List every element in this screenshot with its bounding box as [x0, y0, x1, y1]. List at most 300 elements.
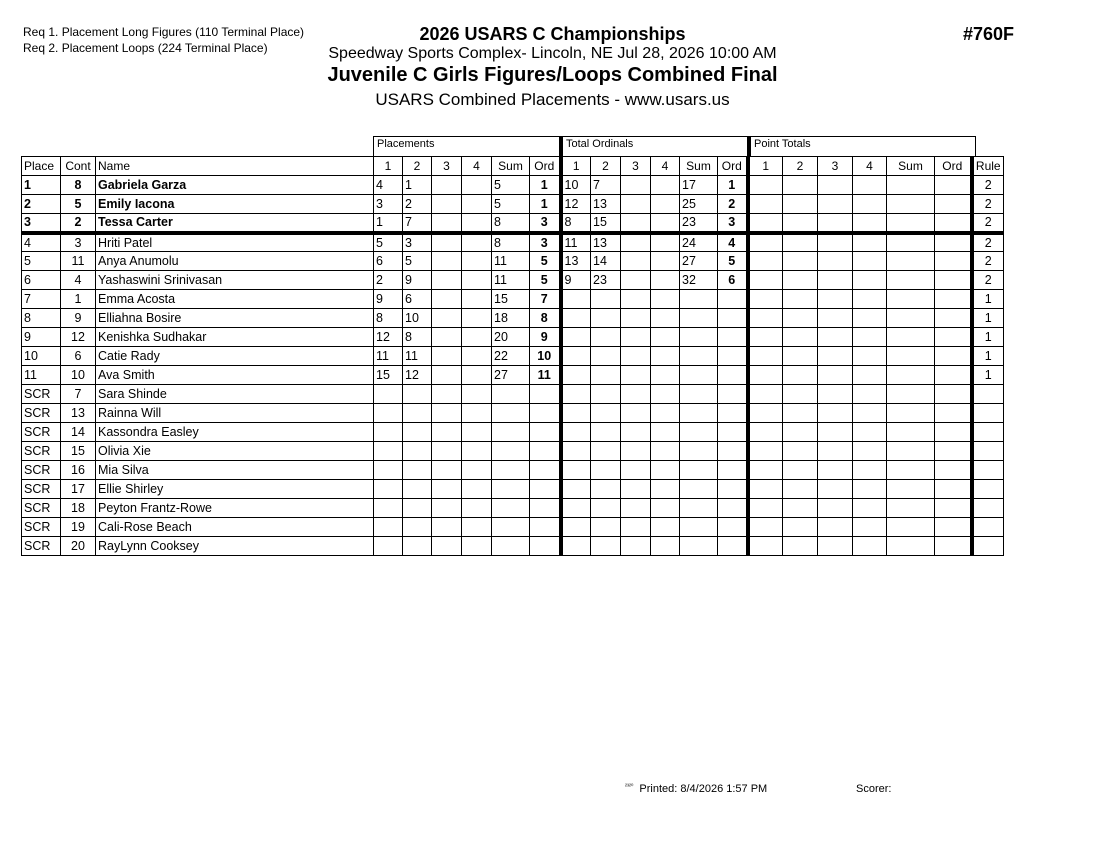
rule-cell: 2: [972, 214, 1004, 233]
place-cell: 11: [22, 366, 61, 385]
point-total-cell: [748, 385, 783, 404]
placement-cell: [432, 499, 462, 518]
table-row: [22, 461, 1004, 480]
skater-name-cell: Mia Silva: [96, 461, 374, 480]
point-total-cell: [783, 385, 818, 404]
total-ordinal-ord-cell: [718, 309, 748, 328]
place-cell: SCR: [22, 442, 61, 461]
skater-name-cell: Sara Shinde: [96, 385, 374, 404]
place-cell: SCR: [22, 423, 61, 442]
venue-date: Speedway Sports Complex- Lincoln, NE Jul 28, 2026 10:00 AM: [328, 45, 777, 62]
point-total-cell: [818, 214, 853, 233]
place-cell: SCR: [22, 518, 61, 537]
placement-cell: 1: [403, 176, 432, 195]
point-total-cell: [818, 423, 853, 442]
point-total-cell: [748, 252, 783, 271]
total-ordinal-cell: [561, 385, 591, 404]
placement-ordinal-cell: [530, 537, 561, 556]
point-total-cell: [783, 233, 818, 252]
contestant-number-cell: 17: [61, 480, 96, 499]
point-total-cell: [783, 214, 818, 233]
point-total-cell: [853, 328, 887, 347]
point-total-cell: [783, 480, 818, 499]
total-ordinal-sum-cell: 32: [680, 271, 718, 290]
contestant-number-cell: 8: [61, 176, 96, 195]
placement-cell: [462, 423, 492, 442]
contestant-number-cell: 10: [61, 366, 96, 385]
total-ordinal-cell: [561, 290, 591, 309]
total-ordinal-cell: [651, 290, 680, 309]
total-ordinal-cell: [651, 195, 680, 214]
table-row: [22, 214, 1004, 233]
placement-cell: [462, 537, 492, 556]
placement-cell: [432, 309, 462, 328]
placement-cell: [374, 480, 403, 499]
point-total-sum-cell: [887, 252, 935, 271]
point-total-cell: [853, 252, 887, 271]
total-ordinal-ord-cell: [718, 385, 748, 404]
column-header: 1: [748, 157, 783, 176]
point-total-cell: [853, 366, 887, 385]
total-ordinal-sum-cell: [680, 537, 718, 556]
total-ordinal-cell: 13: [591, 233, 621, 252]
table-row: [22, 176, 1004, 195]
point-total-ord-cell: [935, 499, 972, 518]
total-ordinal-cell: [561, 347, 591, 366]
placement-sum-cell: [492, 423, 530, 442]
point-total-cell: [748, 404, 783, 423]
total-ordinal-ord-cell: [718, 347, 748, 366]
point-total-sum-cell: [887, 214, 935, 233]
point-total-cell: [853, 214, 887, 233]
table-row: [22, 366, 1004, 385]
total-ordinal-cell: [651, 214, 680, 233]
placement-ordinal-cell: 11: [530, 366, 561, 385]
point-total-sum-cell: [887, 271, 935, 290]
results-table: [21, 156, 1004, 556]
placement-sum-cell: [492, 499, 530, 518]
total-ordinal-cell: [621, 214, 651, 233]
table-row: [22, 518, 1004, 537]
point-total-sum-cell: [887, 499, 935, 518]
placement-ordinal-cell: [530, 404, 561, 423]
total-ordinal-cell: [561, 366, 591, 385]
placement-cell: 11: [403, 347, 432, 366]
total-ordinal-cell: [561, 461, 591, 480]
rule-cell: [972, 461, 1004, 480]
point-total-cell: [818, 366, 853, 385]
group-total-ordinals: Total Ordinals: [559, 136, 750, 156]
contestant-number-cell: 7: [61, 385, 96, 404]
point-total-cell: [748, 290, 783, 309]
column-header: Ord: [935, 157, 972, 176]
place-cell: 1: [22, 176, 61, 195]
table-row: [22, 385, 1004, 404]
placement-cell: [462, 442, 492, 461]
placement-cell: [432, 480, 462, 499]
column-header: Ord: [530, 157, 561, 176]
total-ordinal-cell: [561, 537, 591, 556]
total-ordinal-sum-cell: [680, 461, 718, 480]
total-ordinal-cell: [561, 423, 591, 442]
column-header: Sum: [887, 157, 935, 176]
placement-sum-cell: 11: [492, 271, 530, 290]
point-total-cell: [853, 347, 887, 366]
total-ordinal-cell: [621, 480, 651, 499]
total-ordinal-cell: [621, 309, 651, 328]
total-ordinal-cell: [621, 537, 651, 556]
placement-ordinal-cell: [530, 499, 561, 518]
placement-cell: [462, 499, 492, 518]
placement-cell: [462, 480, 492, 499]
total-ordinal-cell: [591, 499, 621, 518]
point-total-sum-cell: [887, 480, 935, 499]
point-total-ord-cell: [935, 537, 972, 556]
table-row: [22, 537, 1004, 556]
column-header: 3: [621, 157, 651, 176]
total-ordinal-ord-cell: [718, 366, 748, 385]
total-ordinal-cell: 8: [561, 214, 591, 233]
point-total-cell: [783, 347, 818, 366]
column-header: 3: [818, 157, 853, 176]
placement-cell: [403, 442, 432, 461]
total-ordinal-sum-cell: 23: [680, 214, 718, 233]
placement-sum-cell: [492, 442, 530, 461]
point-total-cell: [818, 233, 853, 252]
place-cell: 10: [22, 347, 61, 366]
point-total-cell: [748, 233, 783, 252]
total-ordinal-sum-cell: [680, 347, 718, 366]
rule-cell: 1: [972, 290, 1004, 309]
table-row: [22, 271, 1004, 290]
rule-cell: [972, 385, 1004, 404]
placement-cell: [432, 518, 462, 537]
placement-cell: 15: [374, 366, 403, 385]
scorer-label: Scorer:: [856, 783, 892, 795]
total-ordinal-sum-cell: [680, 480, 718, 499]
skater-name-cell: Cali-Rose Beach: [96, 518, 374, 537]
point-total-sum-cell: [887, 423, 935, 442]
total-ordinal-ord-cell: 2: [718, 195, 748, 214]
contestant-number-cell: 4: [61, 271, 96, 290]
point-total-cell: [853, 195, 887, 214]
placement-cell: [462, 347, 492, 366]
contestant-number-cell: 15: [61, 442, 96, 461]
column-header: 2: [403, 157, 432, 176]
total-ordinal-cell: [621, 518, 651, 537]
placement-sum-cell: [492, 404, 530, 423]
total-ordinal-ord-cell: [718, 499, 748, 518]
placement-cell: 6: [374, 252, 403, 271]
point-total-cell: [853, 176, 887, 195]
total-ordinal-cell: 9: [561, 271, 591, 290]
point-total-ord-cell: [935, 290, 972, 309]
total-ordinal-cell: [591, 461, 621, 480]
placement-cell: [462, 195, 492, 214]
table-row: [22, 347, 1004, 366]
point-total-cell: [748, 195, 783, 214]
table-row: [22, 195, 1004, 214]
point-total-cell: [818, 309, 853, 328]
point-total-sum-cell: [887, 176, 935, 195]
placement-sum-cell: 8: [492, 214, 530, 233]
total-ordinal-ord-cell: 5: [718, 252, 748, 271]
placement-cell: [432, 271, 462, 290]
point-total-cell: [853, 480, 887, 499]
total-ordinal-cell: [651, 309, 680, 328]
point-total-cell: [748, 214, 783, 233]
point-total-cell: [818, 537, 853, 556]
placement-cell: [432, 461, 462, 480]
placement-cell: [374, 385, 403, 404]
rule-cell: 1: [972, 347, 1004, 366]
placement-cell: 9: [374, 290, 403, 309]
report-code: ²³²⁰: [625, 784, 634, 790]
total-ordinal-sum-cell: [680, 518, 718, 537]
placement-cell: [462, 366, 492, 385]
point-total-ord-cell: [935, 347, 972, 366]
total-ordinal-sum-cell: [680, 309, 718, 328]
placement-sum-cell: 8: [492, 233, 530, 252]
place-cell: 8: [22, 309, 61, 328]
contestant-number-cell: 9: [61, 309, 96, 328]
placement-ordinal-cell: [530, 442, 561, 461]
total-ordinal-cell: [591, 404, 621, 423]
place-cell: SCR: [22, 461, 61, 480]
placement-cell: [403, 385, 432, 404]
total-ordinal-cell: [591, 480, 621, 499]
total-ordinal-cell: [621, 195, 651, 214]
point-total-ord-cell: [935, 328, 972, 347]
rule-cell: 2: [972, 195, 1004, 214]
total-ordinal-cell: [651, 423, 680, 442]
point-total-ord-cell: [935, 309, 972, 328]
point-total-cell: [783, 290, 818, 309]
total-ordinal-cell: [651, 328, 680, 347]
placement-ordinal-cell: 1: [530, 195, 561, 214]
point-total-cell: [783, 271, 818, 290]
point-total-sum-cell: [887, 195, 935, 214]
printed-timestamp: Printed: 8/4/2026 1:57 PM: [639, 783, 768, 795]
point-total-cell: [853, 461, 887, 480]
placement-cell: [432, 195, 462, 214]
column-header: 2: [591, 157, 621, 176]
rule-cell: [972, 518, 1004, 537]
total-ordinal-cell: [651, 176, 680, 195]
total-ordinal-cell: [561, 442, 591, 461]
point-total-cell: [818, 271, 853, 290]
point-total-ord-cell: [935, 461, 972, 480]
contestant-number-cell: 14: [61, 423, 96, 442]
rule-cell: 1: [972, 309, 1004, 328]
total-ordinal-cell: [591, 442, 621, 461]
placement-cell: [403, 423, 432, 442]
point-total-cell: [748, 480, 783, 499]
column-header: Sum: [492, 157, 530, 176]
point-total-cell: [818, 480, 853, 499]
total-ordinal-cell: 7: [591, 176, 621, 195]
placement-cell: 3: [403, 233, 432, 252]
placement-cell: 4: [374, 176, 403, 195]
placement-cell: [462, 461, 492, 480]
point-total-cell: [818, 404, 853, 423]
point-total-cell: [783, 537, 818, 556]
placement-cell: 8: [403, 328, 432, 347]
place-cell: 9: [22, 328, 61, 347]
placement-ordinal-cell: [530, 461, 561, 480]
place-cell: 2: [22, 195, 61, 214]
total-ordinal-ord-cell: [718, 480, 748, 499]
placement-ordinal-cell: [530, 423, 561, 442]
column-header: 3: [432, 157, 462, 176]
placement-ordinal-cell: 5: [530, 252, 561, 271]
placement-cell: [374, 518, 403, 537]
total-ordinal-cell: [621, 385, 651, 404]
event-subtitle: USARS Combined Placements - www.usars.us: [375, 90, 730, 109]
skater-name-cell: Anya Anumolu: [96, 252, 374, 271]
placement-cell: [462, 404, 492, 423]
placement-cell: 12: [403, 366, 432, 385]
placement-cell: [462, 518, 492, 537]
placement-cell: [403, 499, 432, 518]
table-row: [22, 328, 1004, 347]
point-total-cell: [818, 518, 853, 537]
placement-sum-cell: 11: [492, 252, 530, 271]
total-ordinal-ord-cell: [718, 404, 748, 423]
placement-ordinal-cell: 3: [530, 233, 561, 252]
total-ordinal-cell: [651, 537, 680, 556]
placement-ordinal-cell: 5: [530, 271, 561, 290]
point-total-cell: [783, 518, 818, 537]
point-total-ord-cell: [935, 442, 972, 461]
placement-sum-cell: 15: [492, 290, 530, 309]
placement-sum-cell: 18: [492, 309, 530, 328]
total-ordinal-cell: [651, 480, 680, 499]
point-total-cell: [853, 442, 887, 461]
point-total-cell: [853, 423, 887, 442]
point-total-cell: [853, 233, 887, 252]
total-ordinal-ord-cell: [718, 461, 748, 480]
total-ordinal-ord-cell: [718, 442, 748, 461]
point-total-sum-cell: [887, 366, 935, 385]
total-ordinal-cell: [561, 309, 591, 328]
point-total-ord-cell: [935, 518, 972, 537]
skater-name-cell: Peyton Frantz-Rowe: [96, 499, 374, 518]
total-ordinal-sum-cell: [680, 328, 718, 347]
point-total-cell: [783, 461, 818, 480]
point-total-cell: [818, 442, 853, 461]
placement-cell: [432, 423, 462, 442]
placement-cell: 6: [403, 290, 432, 309]
point-total-cell: [748, 537, 783, 556]
place-cell: 6: [22, 271, 61, 290]
total-ordinal-cell: [561, 328, 591, 347]
point-total-ord-cell: [935, 271, 972, 290]
total-ordinal-cell: 10: [561, 176, 591, 195]
table-row: [22, 309, 1004, 328]
table-row: [22, 423, 1004, 442]
rule-cell: [972, 404, 1004, 423]
total-ordinal-cell: [621, 366, 651, 385]
placement-cell: [374, 404, 403, 423]
table-row: [22, 290, 1004, 309]
point-total-cell: [853, 499, 887, 518]
total-ordinal-cell: 23: [591, 271, 621, 290]
total-ordinal-cell: [621, 271, 651, 290]
column-header: Name: [96, 157, 374, 176]
table-row: [22, 480, 1004, 499]
printed-footer: [625, 783, 767, 795]
contestant-number-cell: 1: [61, 290, 96, 309]
total-ordinal-cell: 11: [561, 233, 591, 252]
point-total-cell: [853, 385, 887, 404]
column-header: 1: [374, 157, 403, 176]
point-total-cell: [818, 195, 853, 214]
point-total-cell: [748, 366, 783, 385]
placement-cell: [432, 366, 462, 385]
point-total-sum-cell: [887, 385, 935, 404]
total-ordinal-cell: [621, 233, 651, 252]
total-ordinal-cell: [561, 518, 591, 537]
placement-cell: [432, 214, 462, 233]
total-ordinal-cell: 14: [591, 252, 621, 271]
point-total-ord-cell: [935, 252, 972, 271]
column-header: 4: [853, 157, 887, 176]
total-ordinal-cell: [621, 328, 651, 347]
column-header: Ord: [718, 157, 748, 176]
point-total-cell: [853, 518, 887, 537]
column-header: Cont: [61, 157, 96, 176]
column-header: Sum: [680, 157, 718, 176]
point-total-sum-cell: [887, 309, 935, 328]
placement-cell: [403, 537, 432, 556]
total-ordinal-cell: [651, 461, 680, 480]
total-ordinal-cell: 13: [591, 195, 621, 214]
point-total-sum-cell: [887, 404, 935, 423]
point-total-cell: [748, 423, 783, 442]
placement-cell: 5: [374, 233, 403, 252]
total-ordinal-cell: [651, 442, 680, 461]
placement-ordinal-cell: 9: [530, 328, 561, 347]
place-cell: SCR: [22, 537, 61, 556]
total-ordinal-cell: [651, 233, 680, 252]
point-total-sum-cell: [887, 347, 935, 366]
point-total-cell: [783, 423, 818, 442]
total-ordinal-sum-cell: [680, 442, 718, 461]
total-ordinal-ord-cell: [718, 537, 748, 556]
point-total-sum-cell: [887, 461, 935, 480]
placement-ordinal-cell: [530, 480, 561, 499]
total-ordinal-cell: [621, 499, 651, 518]
column-header: 1: [561, 157, 591, 176]
total-ordinal-cell: [651, 347, 680, 366]
place-cell: 5: [22, 252, 61, 271]
placement-cell: [432, 385, 462, 404]
total-ordinal-cell: [591, 366, 621, 385]
place-cell: 3: [22, 214, 61, 233]
placement-sum-cell: [492, 480, 530, 499]
rule-cell: [972, 499, 1004, 518]
place-cell: 4: [22, 233, 61, 252]
point-total-cell: [748, 176, 783, 195]
point-total-cell: [748, 499, 783, 518]
placement-cell: [462, 290, 492, 309]
total-ordinal-cell: 12: [561, 195, 591, 214]
point-total-cell: [783, 176, 818, 195]
point-total-sum-cell: [887, 233, 935, 252]
skater-name-cell: Tessa Carter: [96, 214, 374, 233]
contestant-number-cell: 18: [61, 499, 96, 518]
